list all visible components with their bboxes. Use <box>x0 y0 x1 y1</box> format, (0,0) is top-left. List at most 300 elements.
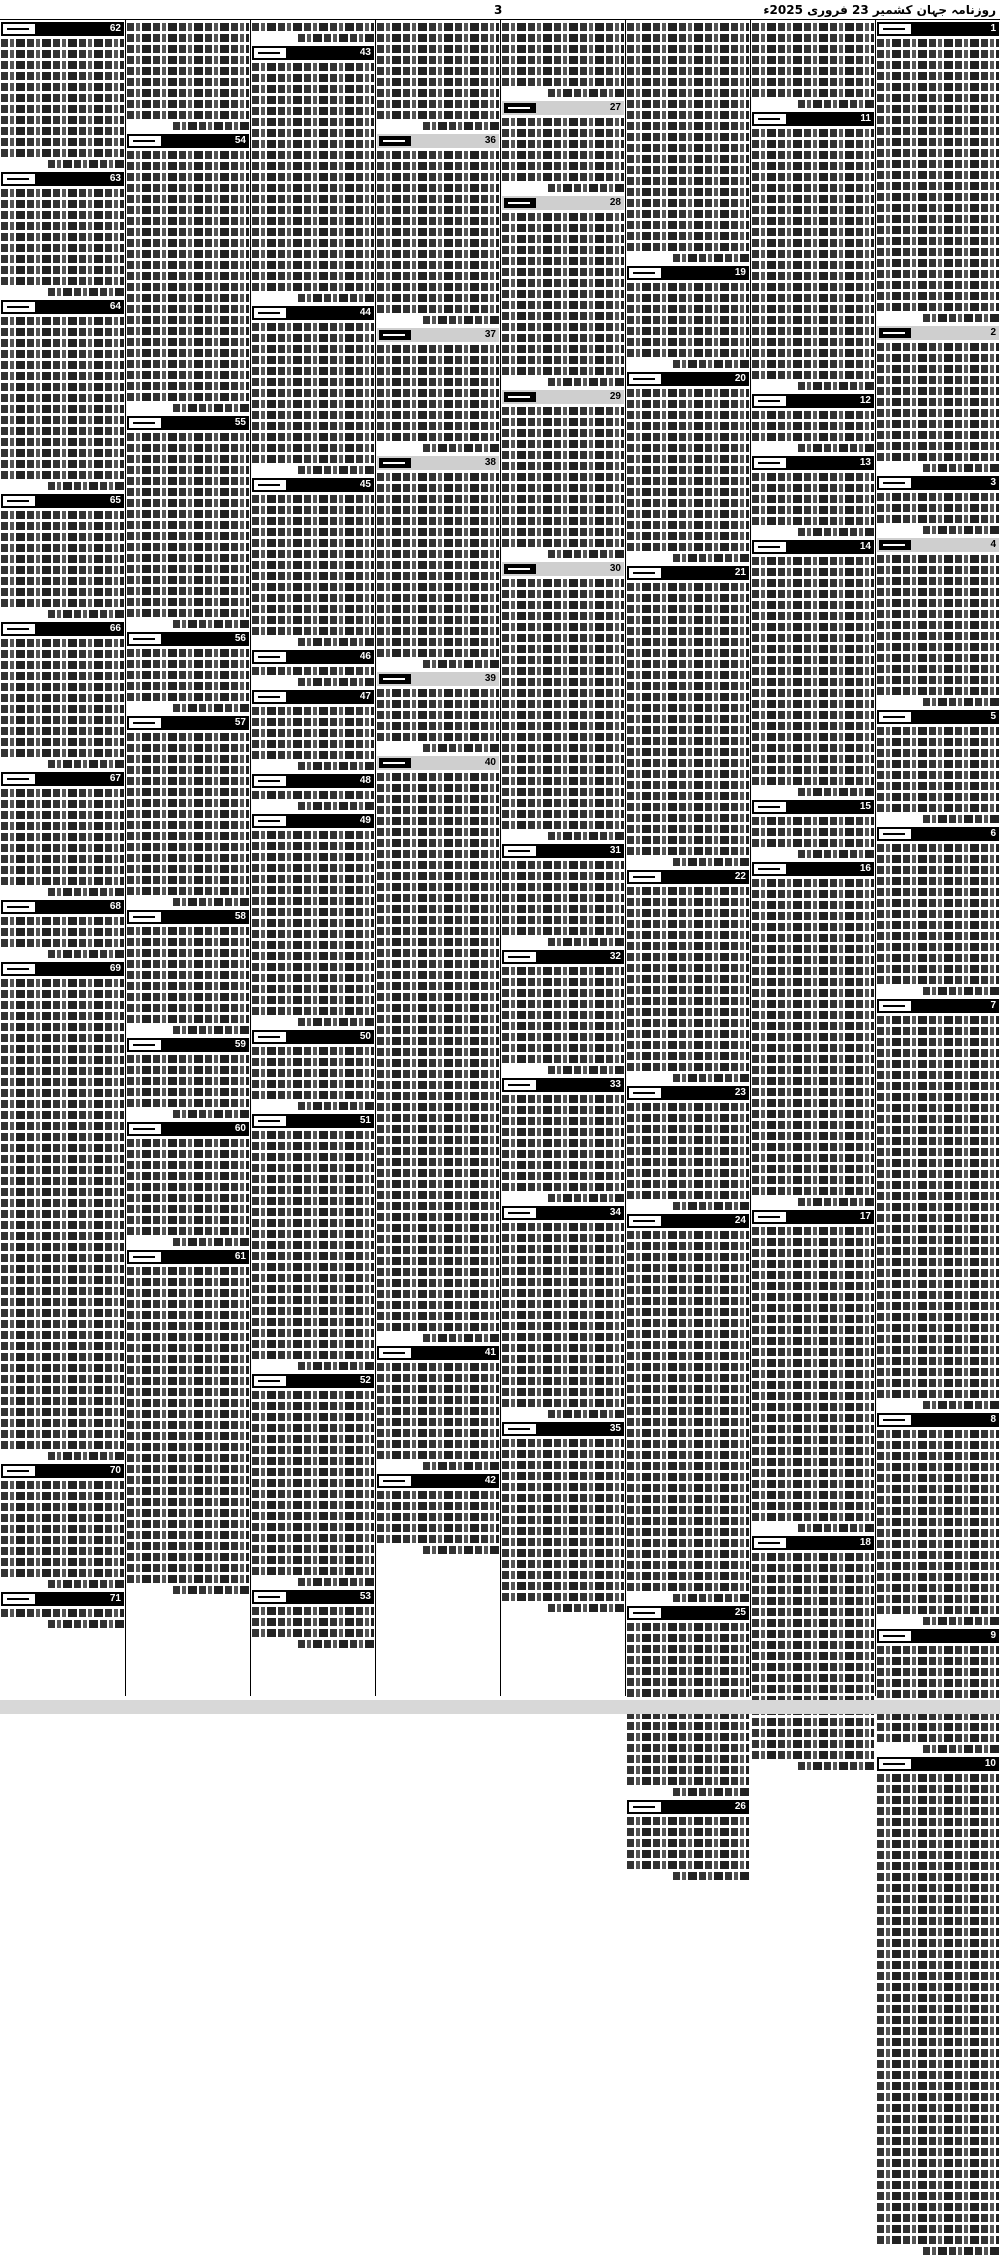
text-line <box>877 1690 999 1698</box>
text-line <box>627 1777 749 1785</box>
article-text-block <box>127 1055 249 1118</box>
article-text-block <box>127 927 249 1034</box>
text-line <box>48 288 124 296</box>
item-number: 68 <box>109 901 121 912</box>
text-line <box>377 1202 499 1210</box>
text-line <box>48 888 124 896</box>
text-line <box>752 1751 874 1759</box>
text-line <box>252 400 374 408</box>
text-line <box>377 605 499 613</box>
text-line <box>127 788 249 796</box>
section-tag-icon <box>504 198 536 208</box>
item-number: 44 <box>359 307 371 318</box>
text-line <box>627 349 749 357</box>
text-line <box>127 887 249 895</box>
page-number: 3 <box>494 3 503 17</box>
section-tag-icon <box>504 952 536 962</box>
text-line <box>1 1309 124 1317</box>
column-1 <box>875 20 1000 1769</box>
article-text-block <box>502 118 624 192</box>
text-line <box>502 689 624 697</box>
item-number-badge <box>502 196 624 210</box>
text-line <box>627 997 749 1005</box>
text-line <box>252 1424 374 1432</box>
text-line <box>377 1279 499 1287</box>
text-line <box>627 1755 749 1763</box>
text-line <box>752 817 874 825</box>
text-line <box>252 1318 374 1326</box>
text-line <box>502 224 624 232</box>
news-item <box>751 23 875 110</box>
text-line <box>752 23 874 31</box>
article-text-block <box>1 979 124 1460</box>
text-line <box>377 378 499 386</box>
text-line <box>377 817 499 825</box>
text-line <box>377 638 499 646</box>
text-line <box>1 1155 124 1163</box>
section-tag-icon <box>629 872 661 882</box>
text-line <box>127 1066 249 1074</box>
text-line <box>877 1584 999 1592</box>
item-number-badge <box>252 1030 374 1044</box>
item-number-badge <box>1 962 124 976</box>
article-text-block <box>377 345 499 452</box>
text-line <box>252 886 374 894</box>
text-line <box>877 566 999 574</box>
item-number-badge <box>502 1078 624 1092</box>
text-line <box>127 755 249 763</box>
item-number-badge <box>502 1206 624 1220</box>
text-line <box>252 184 374 192</box>
text-line <box>1 372 124 380</box>
section-tag-icon <box>504 1208 536 1218</box>
text-line <box>502 894 624 902</box>
news-item <box>126 1038 250 1120</box>
text-line <box>127 1498 249 1506</box>
text-line <box>377 539 499 547</box>
text-line <box>752 1110 874 1118</box>
text-line <box>752 56 874 64</box>
text-line <box>877 39 999 47</box>
text-line <box>127 1267 249 1275</box>
text-line <box>877 1496 999 1504</box>
text-line <box>877 1335 999 1343</box>
text-line <box>298 802 374 810</box>
section-tag-icon <box>879 478 911 488</box>
text-line <box>1 72 124 80</box>
text-line <box>627 327 749 335</box>
text-line <box>377 356 499 364</box>
text-line <box>877 2060 999 2068</box>
text-line <box>502 1571 624 1579</box>
text-line <box>127 23 249 31</box>
column-2 <box>750 20 875 1696</box>
text-line <box>502 1106 624 1114</box>
article-text-block <box>752 129 874 390</box>
text-line <box>377 217 499 225</box>
text-line <box>252 140 374 148</box>
text-line <box>877 1862 999 1870</box>
text-line <box>377 389 499 397</box>
news-item <box>876 1629 1000 1755</box>
text-line <box>877 1840 999 1848</box>
text-line <box>752 1370 874 1378</box>
text-line <box>252 206 374 214</box>
text-line <box>1 917 124 925</box>
text-line <box>127 777 249 785</box>
item-number-badge <box>752 456 874 470</box>
item-number-badge <box>252 814 374 828</box>
text-line <box>252 1512 374 1520</box>
article-text-block <box>377 23 499 130</box>
article-text-block <box>627 23 749 262</box>
text-line <box>627 887 749 895</box>
text-line <box>377 949 499 957</box>
newspaper-columns <box>0 20 1000 1812</box>
item-number-badge <box>1 494 124 508</box>
article-text-block <box>1 317 124 490</box>
article-text-block <box>752 1227 874 1532</box>
item-number: 22 <box>734 871 746 882</box>
item-number-badge <box>252 46 374 60</box>
text-line <box>627 45 749 53</box>
news-item <box>751 456 875 538</box>
item-number-badge <box>752 862 874 876</box>
text-line <box>877 1939 999 1947</box>
text-line <box>377 1418 499 1426</box>
text-line <box>252 1274 374 1282</box>
text-line <box>1 1298 124 1306</box>
article-text-block <box>252 707 374 770</box>
text-line <box>627 1572 749 1580</box>
text-line <box>752 261 874 269</box>
item-number-badge <box>127 910 249 924</box>
text-line <box>377 1048 499 1056</box>
text-line <box>502 601 624 609</box>
news-item <box>0 622 125 770</box>
article-text-block <box>1 511 124 618</box>
text-line <box>627 953 749 961</box>
text-line <box>252 107 374 115</box>
text-line <box>627 605 749 613</box>
item-number-badge <box>252 306 374 320</box>
item-number: 71 <box>109 1593 121 1604</box>
text-line <box>252 667 374 675</box>
item-number: 18 <box>859 1537 871 1548</box>
text-line <box>1 1133 124 1141</box>
text-line <box>252 627 374 635</box>
text-line <box>627 488 749 496</box>
text-line <box>377 1015 499 1023</box>
text-line <box>1 394 124 402</box>
text-line <box>377 1374 499 1382</box>
text-line <box>127 360 249 368</box>
text-line <box>877 1551 999 1559</box>
text-line <box>377 433 499 441</box>
item-number: 65 <box>109 495 121 506</box>
item-number: 61 <box>234 1251 246 1262</box>
text-line <box>252 908 374 916</box>
text-line <box>752 129 874 137</box>
text-line <box>627 1180 749 1188</box>
text-line <box>377 550 499 558</box>
article-text-block <box>877 1016 999 1409</box>
news-item <box>501 1422 625 1614</box>
text-line <box>627 1158 749 1166</box>
text-line <box>627 1539 749 1547</box>
text-line <box>298 1102 374 1110</box>
text-line <box>252 356 374 364</box>
text-line <box>627 1385 749 1393</box>
text-line <box>548 1194 624 1202</box>
item-number: 43 <box>359 47 371 58</box>
text-line <box>377 67 499 75</box>
text-line <box>502 418 624 426</box>
text-line <box>1 1514 124 1522</box>
text-line <box>1 979 124 987</box>
text-line <box>377 517 499 525</box>
article-text-block <box>502 407 624 558</box>
text-line <box>252 751 374 759</box>
text-line <box>252 195 374 203</box>
item-number: 28 <box>609 197 621 208</box>
item-number: 56 <box>234 633 246 644</box>
text-line <box>377 872 499 880</box>
text-line <box>627 964 749 972</box>
news-item <box>0 22 125 170</box>
text-line <box>252 1501 374 1509</box>
text-line <box>627 792 749 800</box>
text-line <box>752 645 874 653</box>
text-line <box>923 464 999 472</box>
text-line <box>752 879 874 887</box>
text-line <box>627 748 749 756</box>
text-line <box>377 616 499 624</box>
text-line <box>1 61 124 69</box>
text-line <box>377 583 499 591</box>
text-line <box>877 976 999 984</box>
text-line <box>502 78 624 86</box>
item-number-badge <box>127 1038 249 1052</box>
section-tag-icon <box>3 902 35 912</box>
text-line <box>127 1388 249 1396</box>
text-line <box>502 1516 624 1524</box>
text-line <box>252 228 374 236</box>
text-line <box>127 1564 249 1572</box>
text-line <box>252 411 374 419</box>
text-line <box>752 1425 874 1433</box>
text-line <box>627 294 749 302</box>
text-line <box>377 23 499 31</box>
text-line <box>1 1609 124 1617</box>
text-line <box>127 1454 249 1462</box>
text-line <box>377 850 499 858</box>
text-line <box>502 429 624 437</box>
text-line <box>752 1066 874 1074</box>
text-line <box>377 1429 499 1437</box>
text-line <box>502 1355 624 1363</box>
text-line <box>923 815 999 823</box>
text-line <box>127 1432 249 1440</box>
text-line <box>752 422 874 430</box>
text-line <box>752 828 874 836</box>
text-line <box>127 766 249 774</box>
text-line <box>877 2115 999 2123</box>
text-line <box>502 799 624 807</box>
text-line <box>752 484 874 492</box>
article-text-block <box>502 213 624 386</box>
item-number-badge <box>877 710 999 724</box>
text-line <box>627 67 749 75</box>
article-text-block <box>377 473 499 668</box>
text-line <box>1 1503 124 1511</box>
text-line <box>627 1733 749 1741</box>
text-line <box>752 1740 874 1748</box>
section-tag-icon <box>129 634 161 644</box>
text-line <box>502 1278 624 1286</box>
text-line <box>877 1917 999 1925</box>
text-line <box>502 495 624 503</box>
text-line <box>502 1494 624 1502</box>
text-line <box>252 85 374 93</box>
text-line <box>752 901 874 909</box>
news-item <box>626 1086 750 1212</box>
text-line <box>502 1450 624 1458</box>
text-line <box>752 1271 874 1279</box>
text-line <box>252 1047 374 1055</box>
text-line <box>502 1256 624 1264</box>
text-line <box>877 844 999 852</box>
text-line <box>752 228 874 236</box>
text-line <box>877 2137 999 2145</box>
text-line <box>502 1300 624 1308</box>
text-line <box>877 1657 999 1665</box>
text-line <box>752 89 874 97</box>
text-line <box>627 1253 749 1261</box>
text-line <box>502 1560 624 1568</box>
item-number-badge <box>502 950 624 964</box>
text-line <box>173 1586 249 1594</box>
text-line <box>252 831 374 839</box>
text-line <box>548 184 624 192</box>
text-line <box>502 656 624 664</box>
text-line <box>752 744 874 752</box>
text-line <box>752 250 874 258</box>
text-line <box>877 2104 999 2112</box>
text-line <box>877 643 999 651</box>
text-line <box>627 155 749 163</box>
text-line <box>752 1132 874 1140</box>
text-line <box>502 1044 624 1052</box>
text-line <box>1 822 124 830</box>
news-item <box>126 416 250 630</box>
item-number: 62 <box>109 23 121 34</box>
text-line <box>377 883 499 891</box>
text-line <box>127 316 249 324</box>
text-line <box>877 665 999 673</box>
text-line <box>627 770 749 778</box>
text-line <box>1 116 124 124</box>
text-line <box>502 1439 624 1447</box>
text-line <box>627 283 749 291</box>
text-line <box>377 627 499 635</box>
text-line <box>877 932 999 940</box>
text-line <box>752 506 874 514</box>
text-line <box>548 1410 624 1418</box>
text-line <box>377 806 499 814</box>
text-line <box>877 105 999 113</box>
text-line <box>673 1594 749 1602</box>
text-line <box>877 1302 999 1310</box>
text-line <box>877 387 999 395</box>
text-line <box>502 916 624 924</box>
text-line <box>1 1144 124 1152</box>
text-line <box>252 1241 374 1249</box>
section-tag-icon <box>879 1759 911 1769</box>
text-line <box>877 61 999 69</box>
text-line <box>127 206 249 214</box>
text-line <box>877 1452 999 1460</box>
text-line <box>252 875 374 883</box>
text-line <box>627 1063 749 1071</box>
item-number-badge <box>1 622 124 636</box>
text-line <box>627 122 749 130</box>
text-line <box>252 1446 374 1454</box>
text-line <box>627 1103 749 1111</box>
text-line <box>877 899 999 907</box>
text-line <box>877 171 999 179</box>
text-line <box>127 45 249 53</box>
text-line <box>173 122 249 130</box>
text-line <box>252 791 374 799</box>
text-line <box>377 733 499 741</box>
item-number: 66 <box>109 623 121 634</box>
text-line <box>1 471 124 479</box>
text-line <box>252 389 374 397</box>
text-line <box>1 694 124 702</box>
column-4 <box>500 20 625 1696</box>
text-line <box>298 678 374 686</box>
text-line <box>1 833 124 841</box>
item-number-badge <box>377 456 499 470</box>
news-item <box>626 566 750 868</box>
text-line <box>877 1071 999 1079</box>
item-number: 46 <box>359 651 371 662</box>
text-line <box>252 1296 374 1304</box>
text-line <box>127 693 249 701</box>
text-line <box>627 89 749 97</box>
text-line <box>627 177 749 185</box>
section-tag-icon <box>629 268 661 278</box>
text-line <box>627 1169 749 1177</box>
news-item <box>876 999 1000 1411</box>
text-line <box>502 1388 624 1396</box>
text-line <box>252 378 374 386</box>
text-line <box>252 1329 374 1337</box>
text-line <box>127 294 249 302</box>
text-line <box>423 444 499 452</box>
text-line <box>1 577 124 585</box>
column-6 <box>250 20 375 1696</box>
text-line <box>877 1807 999 1815</box>
item-number: 24 <box>734 1215 746 1226</box>
text-line <box>127 34 249 42</box>
text-line <box>252 74 374 82</box>
text-line <box>377 1004 499 1012</box>
text-line <box>502 484 624 492</box>
text-line <box>377 1301 499 1309</box>
text-line <box>627 1308 749 1316</box>
